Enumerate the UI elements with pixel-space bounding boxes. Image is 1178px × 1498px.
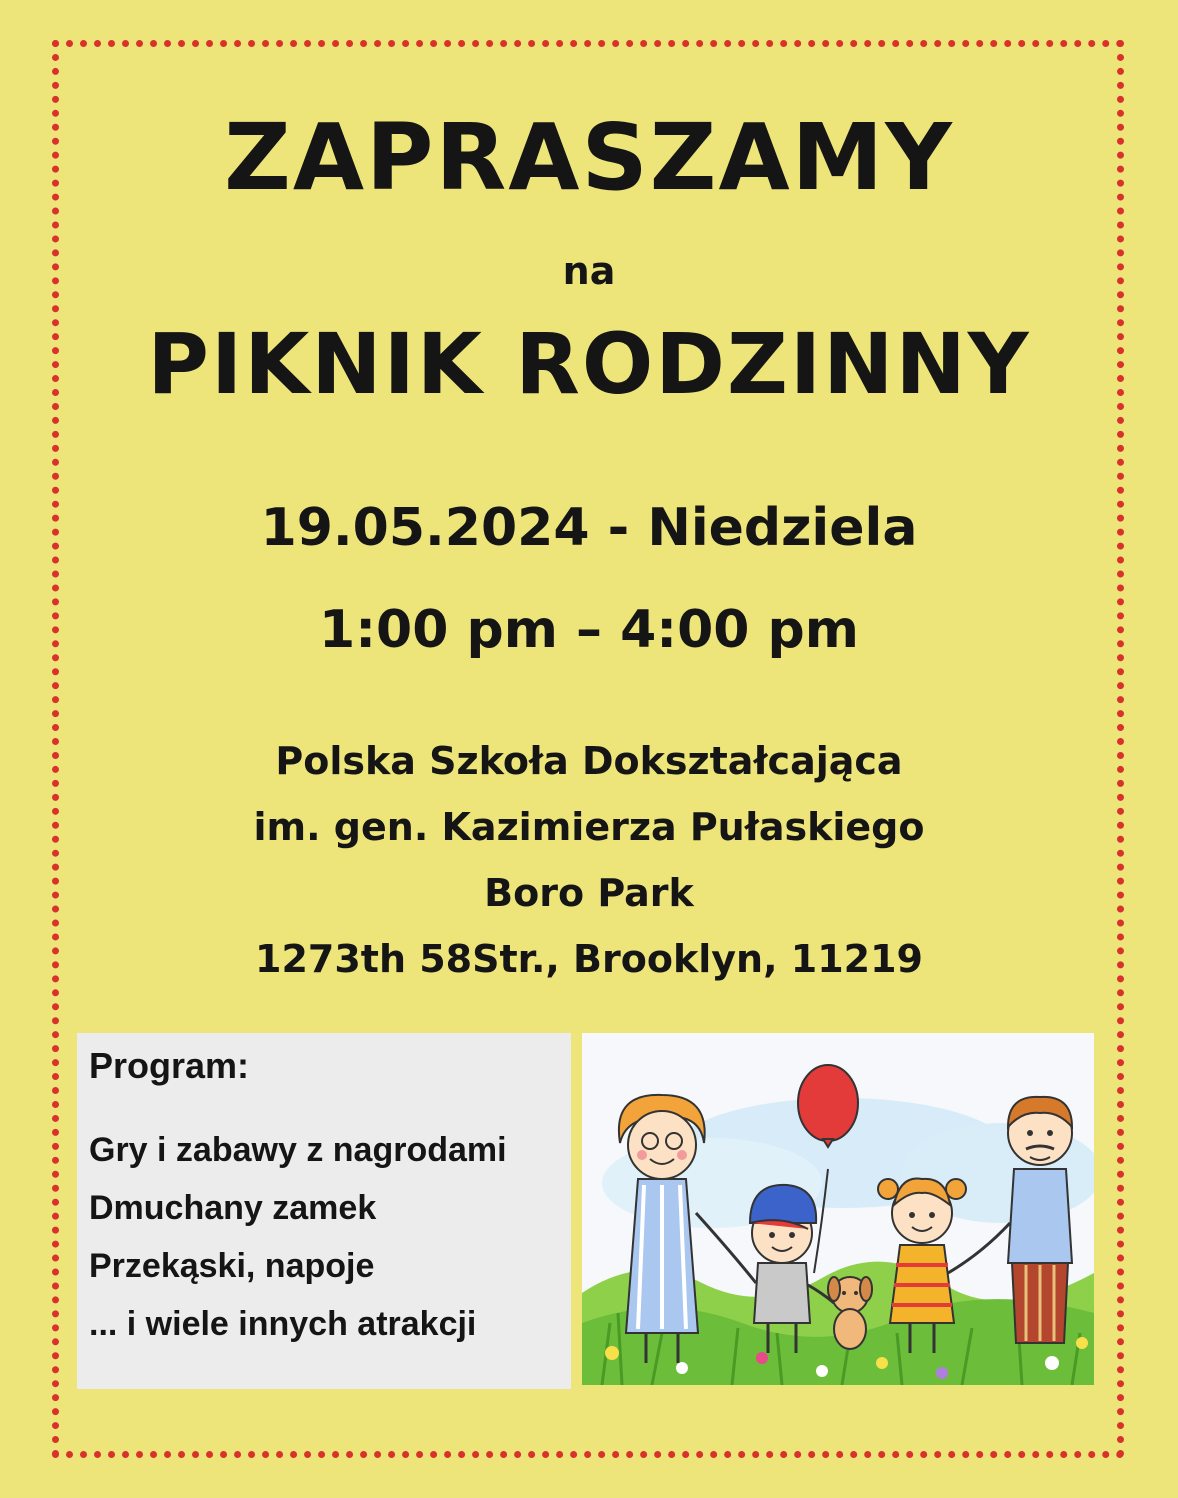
school-name: Polska Szkoła Dokształcająca (275, 739, 903, 783)
program-item: ... i wiele innych atrakcji (89, 1305, 477, 1343)
flyer-connector: na (562, 249, 616, 293)
family-picnic-illustration (582, 1033, 1094, 1385)
event-location (0, 734, 1178, 998)
program-box (77, 1033, 571, 1389)
program-title: Program: (89, 1045, 250, 1086)
flyer-subtitle: PIKNIK RODZINNY (147, 315, 1031, 413)
event-time: 1:00 pm – 4:00 pm (319, 600, 859, 660)
program-item: Dmuchany zamek (89, 1189, 377, 1227)
neighborhood: Boro Park (484, 871, 694, 915)
program-item: Przekąski, napoje (89, 1247, 375, 1285)
event-date: 19.05.2024 - Niedziela (260, 498, 918, 558)
program-list (89, 1121, 507, 1353)
program-item: Gry i zabawy z nagrodami (89, 1131, 507, 1169)
flyer-title: ZAPRASZAMY (224, 104, 954, 211)
street-address: 1273th 58Str., Brooklyn, 11219 (255, 937, 923, 981)
family-illustration-svg (582, 1033, 1094, 1385)
school-patron: im. gen. Kazimierza Pułaskiego (253, 805, 925, 849)
